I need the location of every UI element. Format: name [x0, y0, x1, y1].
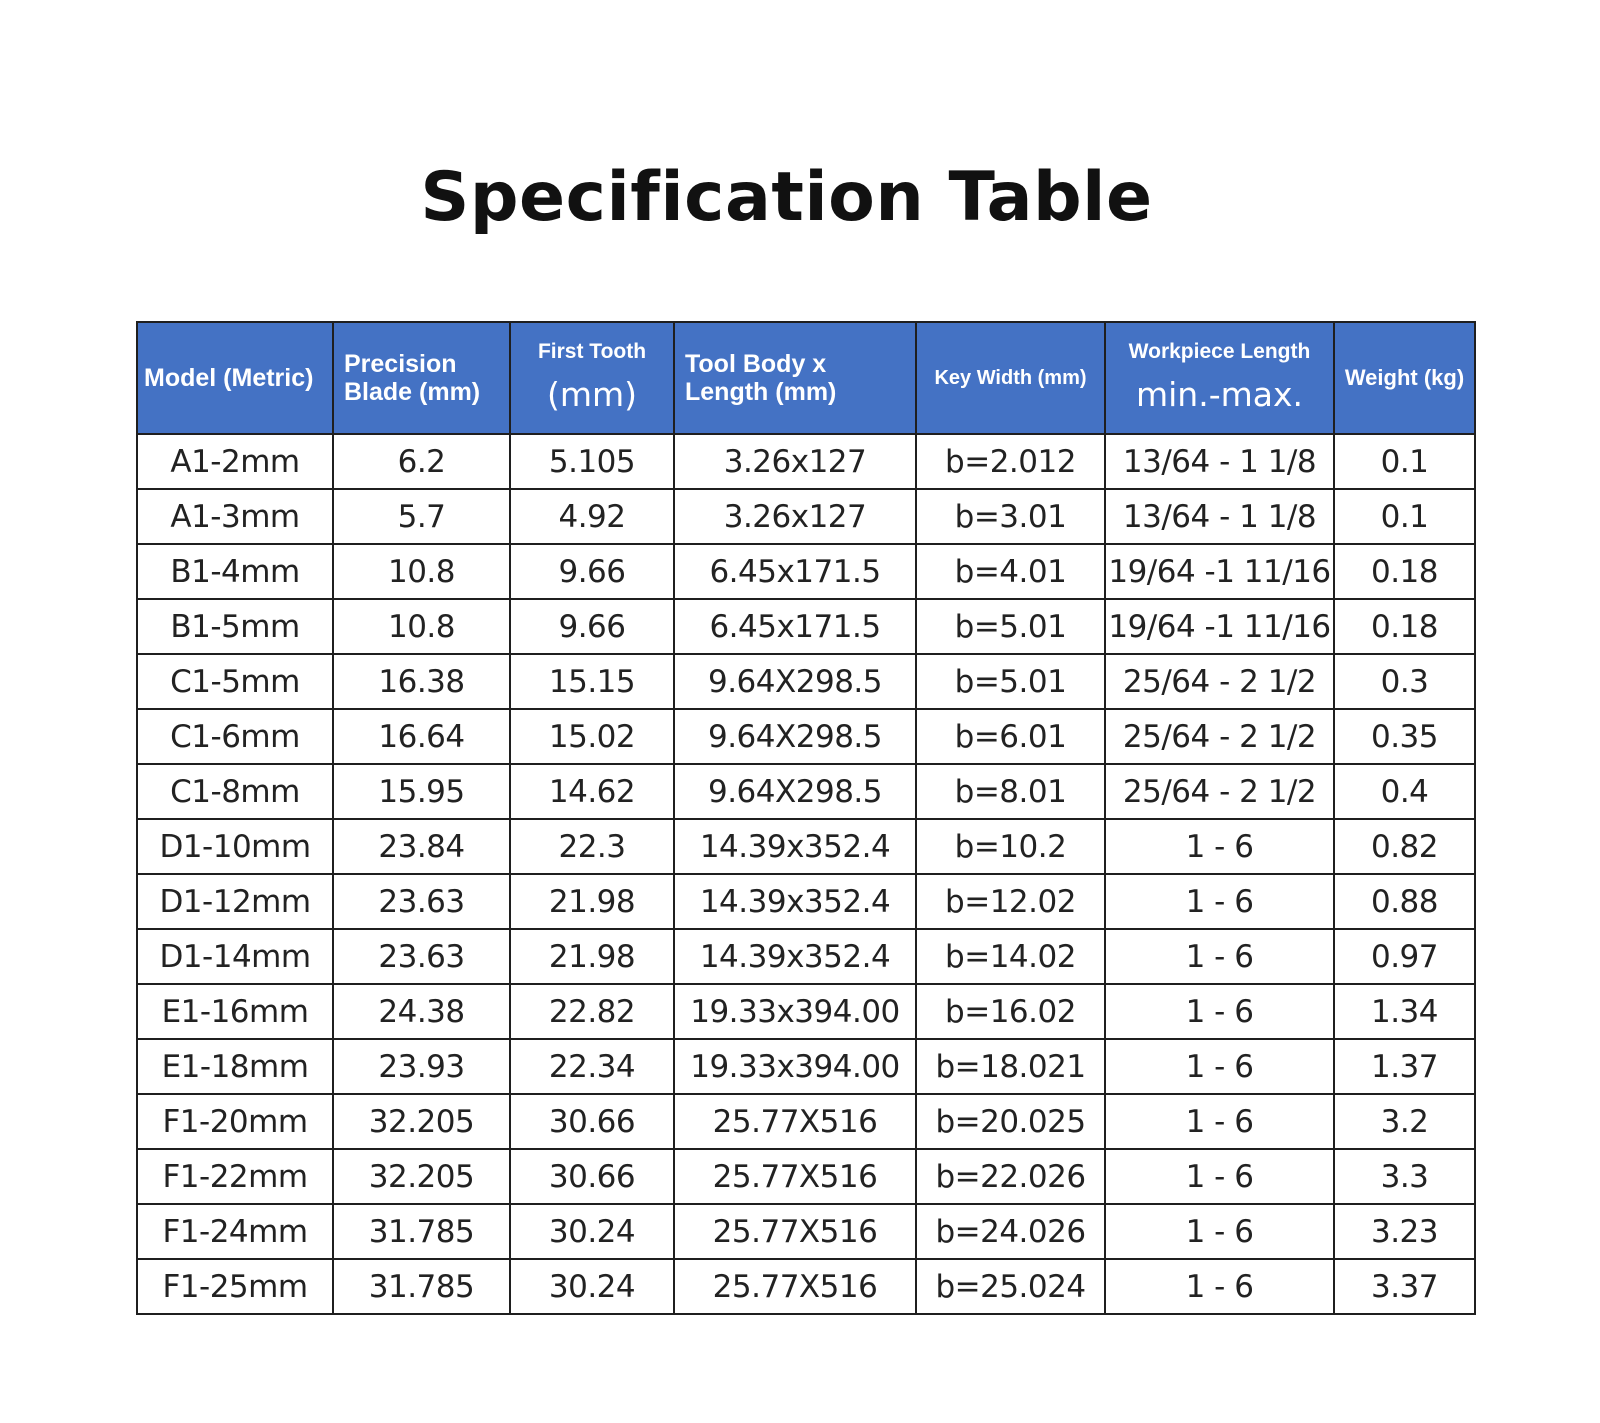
cell-tool-body: 9.64X298.5	[674, 709, 916, 764]
cell-first-tooth: 4.92	[510, 489, 674, 544]
cell-precision-blade: 32.205	[333, 1094, 510, 1149]
cell-first-tooth: 30.24	[510, 1259, 674, 1314]
cell-model: A1-2mm	[137, 434, 333, 489]
cell-key-width: b=12.02	[916, 874, 1105, 929]
cell-tool-body: 25.77X516	[674, 1259, 916, 1314]
cell-weight: 0.82	[1334, 819, 1475, 874]
cell-key-width: b=25.024	[916, 1259, 1105, 1314]
cell-model: D1-14mm	[137, 929, 333, 984]
cell-precision-blade: 23.93	[333, 1039, 510, 1094]
header-workpiece-label: Workpiece Length	[1128, 340, 1311, 363]
cell-precision-blade: 23.63	[333, 929, 510, 984]
table-row	[137, 1204, 1475, 1259]
cell-precision-blade: 6.2	[333, 434, 510, 489]
cell-first-tooth: 30.66	[510, 1149, 674, 1204]
table-row	[137, 489, 1475, 544]
cell-precision-blade: 15.95	[333, 764, 510, 819]
cell-workpiece-length: 1 - 6	[1105, 1149, 1334, 1204]
cell-workpiece-length: 13/64 - 1 1/8	[1105, 434, 1334, 489]
cell-key-width: b=22.026	[916, 1149, 1105, 1204]
cell-weight: 0.1	[1334, 489, 1475, 544]
cell-model: F1-24mm	[137, 1204, 333, 1259]
cell-first-tooth: 21.98	[510, 929, 674, 984]
cell-first-tooth: 15.02	[510, 709, 674, 764]
cell-tool-body: 6.45x171.5	[674, 599, 916, 654]
cell-key-width: b=10.2	[916, 819, 1105, 874]
cell-workpiece-length: 25/64 - 2 1/2	[1105, 709, 1334, 764]
cell-tool-body: 3.26x127	[674, 489, 916, 544]
cell-tool-body: 14.39x352.4	[674, 874, 916, 929]
page-title: Specification Table	[420, 158, 1153, 237]
cell-workpiece-length: 1 - 6	[1105, 929, 1334, 984]
cell-first-tooth: 15.15	[510, 654, 674, 709]
cell-workpiece-length: 25/64 - 2 1/2	[1105, 654, 1334, 709]
cell-tool-body: 14.39x352.4	[674, 929, 916, 984]
cell-model: E1-16mm	[137, 984, 333, 1039]
cell-model: C1-6mm	[137, 709, 333, 764]
table-row	[137, 544, 1475, 599]
cell-precision-blade: 24.38	[333, 984, 510, 1039]
cell-first-tooth: 21.98	[510, 874, 674, 929]
cell-tool-body: 19.33x394.00	[674, 1039, 916, 1094]
header-workpiece-range: min.-max.	[1135, 375, 1303, 414]
cell-model: C1-5mm	[137, 654, 333, 709]
cell-tool-body: 19.33x394.00	[674, 984, 916, 1039]
cell-weight: 0.35	[1334, 709, 1475, 764]
cell-weight: 0.4	[1334, 764, 1475, 819]
cell-weight: 0.88	[1334, 874, 1475, 929]
table-row	[137, 764, 1475, 819]
cell-model: D1-10mm	[137, 819, 333, 874]
cell-precision-blade: 23.84	[333, 819, 510, 874]
cell-precision-blade: 31.785	[333, 1259, 510, 1314]
cell-model: B1-5mm	[137, 599, 333, 654]
cell-weight: 1.37	[1334, 1039, 1475, 1094]
cell-workpiece-length: 19/64 -1 11/16	[1105, 544, 1334, 599]
cell-weight: 0.3	[1334, 654, 1475, 709]
cell-workpiece-length: 1 - 6	[1105, 1204, 1334, 1259]
table-row	[137, 984, 1475, 1039]
cell-model: C1-8mm	[137, 764, 333, 819]
cell-first-tooth: 22.34	[510, 1039, 674, 1094]
cell-weight: 3.3	[1334, 1149, 1475, 1204]
header-first-tooth-unit: (mm)	[546, 375, 638, 414]
table-row	[137, 819, 1475, 874]
header-workpiece-length	[1105, 322, 1334, 434]
cell-workpiece-length: 1 - 6	[1105, 1039, 1334, 1094]
cell-precision-blade: 31.785	[333, 1204, 510, 1259]
cell-workpiece-length: 1 - 6	[1105, 874, 1334, 929]
cell-workpiece-length: 25/64 - 2 1/2	[1105, 764, 1334, 819]
header-weight: Weight (kg)	[1334, 322, 1475, 434]
table-row	[137, 929, 1475, 984]
cell-model: F1-20mm	[137, 1094, 333, 1149]
header-tool-body: Tool Body x Length (mm)	[674, 322, 916, 434]
cell-key-width: b=6.01	[916, 709, 1105, 764]
cell-workpiece-length: 1 - 6	[1105, 1094, 1334, 1149]
cell-precision-blade: 16.38	[333, 654, 510, 709]
cell-tool-body: 9.64X298.5	[674, 764, 916, 819]
cell-key-width: b=2.012	[916, 434, 1105, 489]
cell-weight: 3.2	[1334, 1094, 1475, 1149]
cell-weight: 3.23	[1334, 1204, 1475, 1259]
table-row	[137, 1259, 1475, 1314]
table-row	[137, 1094, 1475, 1149]
table-row	[137, 1149, 1475, 1204]
cell-workpiece-length: 19/64 -1 11/16	[1105, 599, 1334, 654]
cell-workpiece-length: 1 - 6	[1105, 1259, 1334, 1314]
header-key-width: Key Width (mm)	[916, 322, 1105, 434]
cell-model: F1-22mm	[137, 1149, 333, 1204]
cell-precision-blade: 16.64	[333, 709, 510, 764]
cell-first-tooth: 5.105	[510, 434, 674, 489]
cell-workpiece-length: 1 - 6	[1105, 984, 1334, 1039]
cell-first-tooth: 22.82	[510, 984, 674, 1039]
table-row	[137, 434, 1475, 489]
cell-weight: 0.97	[1334, 929, 1475, 984]
cell-key-width: b=5.01	[916, 599, 1105, 654]
cell-workpiece-length: 1 - 6	[1105, 819, 1334, 874]
cell-weight: 1.34	[1334, 984, 1475, 1039]
cell-key-width: b=5.01	[916, 654, 1105, 709]
cell-key-width: b=8.01	[916, 764, 1105, 819]
cell-model: F1-25mm	[137, 1259, 333, 1314]
table-row	[137, 709, 1475, 764]
cell-tool-body: 9.64X298.5	[674, 654, 916, 709]
cell-first-tooth: 30.66	[510, 1094, 674, 1149]
cell-weight: 0.1	[1334, 434, 1475, 489]
cell-precision-blade: 5.7	[333, 489, 510, 544]
header-first-tooth	[510, 322, 674, 434]
cell-tool-body: 3.26x127	[674, 434, 916, 489]
table-body	[137, 434, 1475, 1314]
cell-key-width: b=4.01	[916, 544, 1105, 599]
header-model: Model (Metric)	[137, 322, 333, 434]
cell-weight: 0.18	[1334, 599, 1475, 654]
cell-precision-blade: 10.8	[333, 599, 510, 654]
cell-precision-blade: 32.205	[333, 1149, 510, 1204]
cell-model: E1-18mm	[137, 1039, 333, 1094]
table-row	[137, 874, 1475, 929]
specification-table	[136, 321, 1476, 1315]
cell-key-width: b=24.026	[916, 1204, 1105, 1259]
table-row	[137, 599, 1475, 654]
cell-model: D1-12mm	[137, 874, 333, 929]
cell-tool-body: 14.39x352.4	[674, 819, 916, 874]
cell-model: B1-4mm	[137, 544, 333, 599]
header-first-tooth-label: First Tooth	[537, 340, 647, 363]
header-row	[137, 322, 1475, 434]
table-row	[137, 1039, 1475, 1094]
cell-key-width: b=20.025	[916, 1094, 1105, 1149]
cell-first-tooth: 30.24	[510, 1204, 674, 1259]
cell-first-tooth: 22.3	[510, 819, 674, 874]
cell-key-width: b=3.01	[916, 489, 1105, 544]
cell-precision-blade: 23.63	[333, 874, 510, 929]
cell-key-width: b=16.02	[916, 984, 1105, 1039]
cell-tool-body: 25.77X516	[674, 1204, 916, 1259]
cell-weight: 3.37	[1334, 1259, 1475, 1314]
cell-first-tooth: 9.66	[510, 544, 674, 599]
cell-tool-body: 25.77X516	[674, 1094, 916, 1149]
header-precision-blade: Precision Blade (mm)	[333, 322, 510, 434]
cell-tool-body: 6.45x171.5	[674, 544, 916, 599]
cell-workpiece-length: 13/64 - 1 1/8	[1105, 489, 1334, 544]
cell-weight: 0.18	[1334, 544, 1475, 599]
table-row	[137, 654, 1475, 709]
cell-model: A1-3mm	[137, 489, 333, 544]
cell-first-tooth: 9.66	[510, 599, 674, 654]
cell-precision-blade: 10.8	[333, 544, 510, 599]
cell-key-width: b=14.02	[916, 929, 1105, 984]
cell-tool-body: 25.77X516	[674, 1149, 916, 1204]
cell-key-width: b=18.021	[916, 1039, 1105, 1094]
cell-first-tooth: 14.62	[510, 764, 674, 819]
